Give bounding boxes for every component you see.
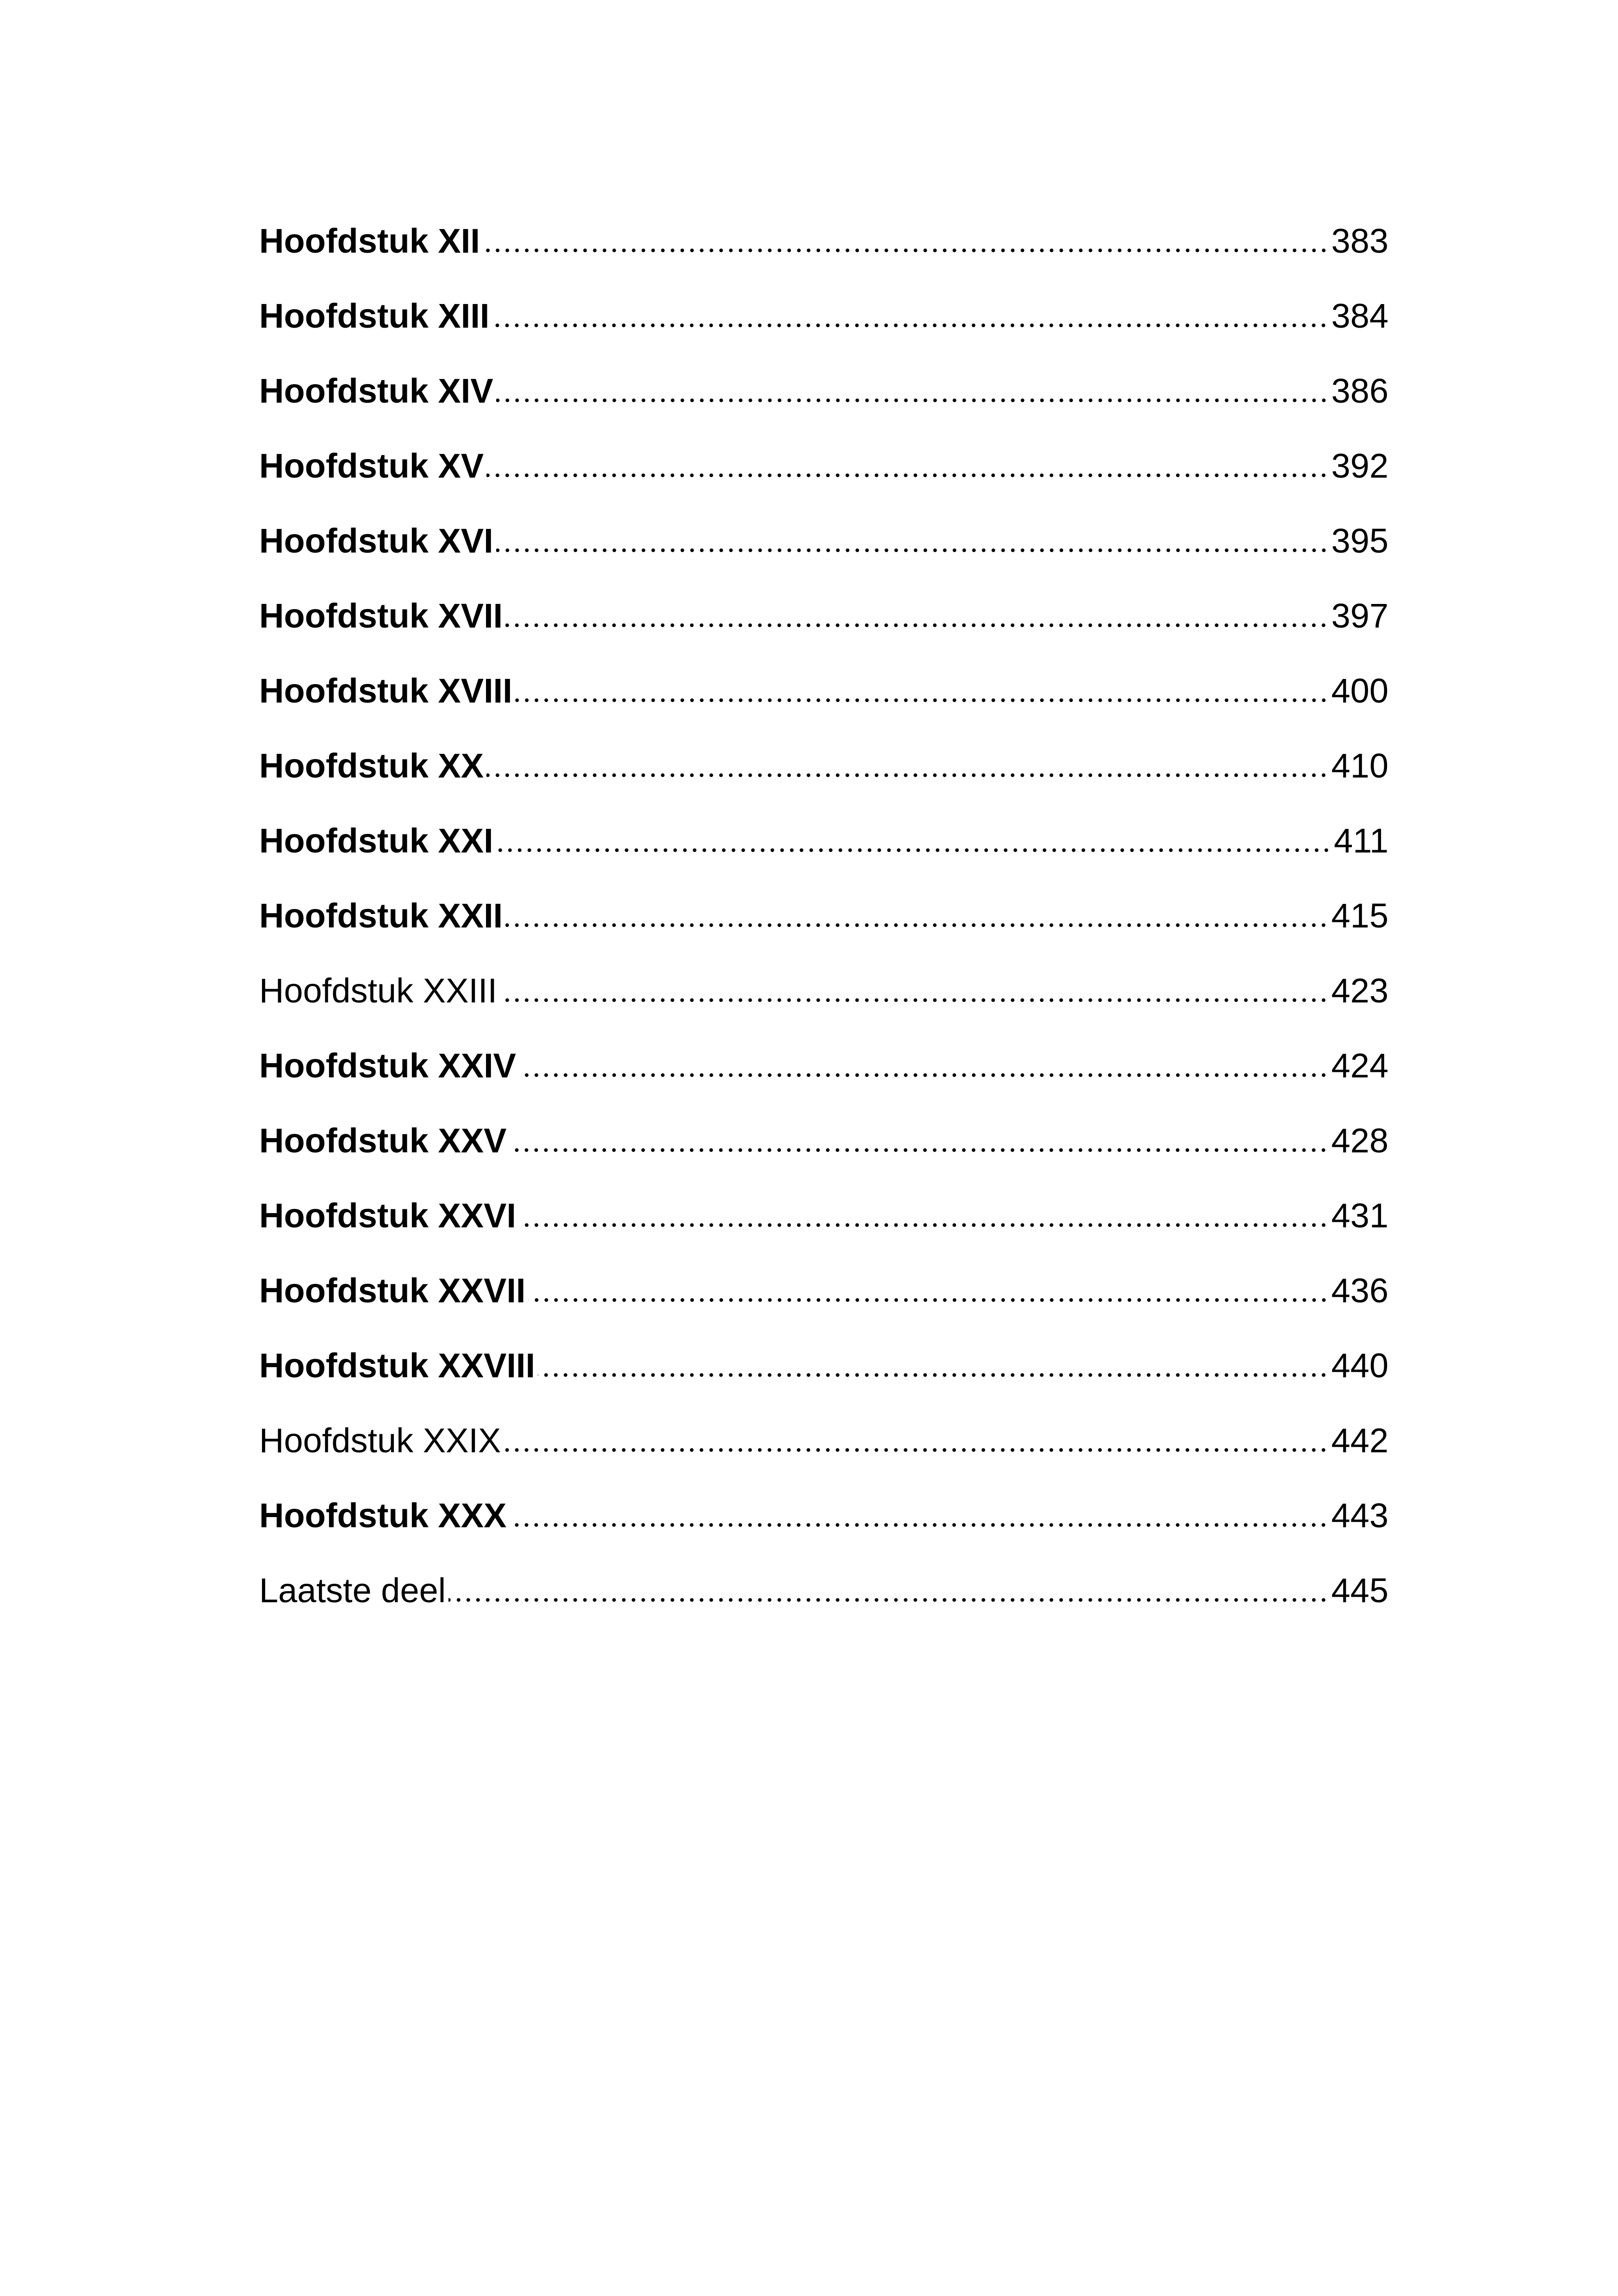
toc-entry-title: Hoofdstuk XXII bbox=[259, 896, 503, 935]
toc-entry[interactable] bbox=[259, 429, 1388, 504]
toc-entry-title: Hoofdstuk XIII bbox=[259, 297, 490, 335]
dot-leader bbox=[515, 698, 1329, 703]
toc-entry[interactable] bbox=[259, 504, 1388, 579]
toc-entry-title: Laatste deel bbox=[259, 1571, 446, 1610]
toc-entry-page-number: 428 bbox=[1331, 1121, 1388, 1160]
toc-entry[interactable] bbox=[259, 1028, 1388, 1103]
toc-entry-page-number: 445 bbox=[1331, 1571, 1388, 1610]
toc-entry-title: Hoofdstuk XX bbox=[259, 747, 484, 785]
dot-leader bbox=[500, 998, 1328, 1002]
toc-entry-title: Hoofdstuk XXIX bbox=[259, 1421, 501, 1460]
toc-entry-title: Hoofdstuk XXV bbox=[259, 1121, 507, 1160]
dot-leader bbox=[496, 548, 1329, 553]
toc-entry-page-number: 423 bbox=[1331, 971, 1388, 1010]
toc-entry[interactable] bbox=[259, 653, 1388, 728]
toc-entry[interactable] bbox=[259, 279, 1388, 354]
toc-entry-title: Hoofdstuk XXVIII bbox=[259, 1346, 535, 1385]
toc-entry[interactable] bbox=[259, 953, 1388, 1028]
table-of-contents bbox=[259, 204, 1388, 1628]
toc-entry-title: Hoofdstuk XXI bbox=[259, 821, 493, 860]
dot-leader bbox=[519, 1073, 1328, 1077]
toc-entry-page-number: 436 bbox=[1331, 1271, 1388, 1310]
toc-entry-title: Hoofdstuk XXVI bbox=[259, 1196, 517, 1235]
toc-entry[interactable] bbox=[259, 1403, 1388, 1478]
toc-entry-page-number: 400 bbox=[1331, 672, 1388, 710]
toc-entry[interactable] bbox=[259, 1178, 1388, 1253]
toc-entry-title: Hoofdstuk XXIII bbox=[259, 971, 498, 1010]
dot-leader bbox=[509, 1148, 1328, 1152]
toc-entry-page-number: 440 bbox=[1331, 1346, 1388, 1385]
toc-entry[interactable] bbox=[259, 204, 1388, 279]
toc-entry[interactable] bbox=[259, 878, 1388, 953]
toc-entry-page-number: 410 bbox=[1331, 747, 1388, 785]
toc-entry-title: Hoofdstuk XIV bbox=[259, 372, 493, 410]
toc-entry-page-number: 424 bbox=[1331, 1046, 1388, 1085]
dot-leader bbox=[486, 773, 1328, 778]
dot-leader bbox=[519, 1223, 1328, 1227]
dot-leader bbox=[486, 473, 1328, 478]
toc-entry-page-number: 442 bbox=[1331, 1421, 1388, 1460]
dot-leader bbox=[509, 1523, 1328, 1527]
toc-entry-title: Hoofdstuk XV bbox=[259, 447, 484, 485]
toc-entry-page-number: 397 bbox=[1331, 597, 1388, 635]
toc-entry-title: Hoofdstuk XXIV bbox=[259, 1046, 517, 1085]
toc-entry[interactable] bbox=[259, 803, 1388, 878]
toc-entry-title: Hoofdstuk XVIII bbox=[259, 672, 512, 710]
toc-entry-page-number: 415 bbox=[1331, 896, 1388, 935]
dot-leader bbox=[448, 1598, 1328, 1602]
toc-entry-title: Hoofdstuk XII bbox=[259, 222, 480, 260]
toc-entry-title: Hoofdstuk XXVII bbox=[259, 1271, 526, 1310]
toc-entry[interactable] bbox=[259, 1553, 1388, 1628]
toc-entry-page-number: 411 bbox=[1334, 821, 1388, 860]
toc-entry-page-number: 384 bbox=[1331, 297, 1388, 335]
dot-leader bbox=[505, 923, 1328, 927]
toc-entry[interactable] bbox=[259, 1328, 1388, 1403]
toc-entry-page-number: 383 bbox=[1331, 222, 1388, 260]
toc-entry-title: Hoofdstuk XVII bbox=[259, 597, 503, 635]
toc-entry-page-number: 443 bbox=[1331, 1496, 1388, 1535]
toc-entry-title: Hoofdstuk XXX bbox=[259, 1496, 507, 1535]
toc-entry-page-number: 392 bbox=[1331, 447, 1388, 485]
toc-entry-page-number: 431 bbox=[1331, 1196, 1388, 1235]
toc-entry[interactable] bbox=[259, 579, 1388, 653]
dot-leader bbox=[538, 1373, 1328, 1377]
toc-entry-page-number: 395 bbox=[1331, 522, 1388, 560]
toc-entry[interactable] bbox=[259, 1253, 1388, 1328]
dot-leader bbox=[504, 1448, 1328, 1452]
toc-entry[interactable] bbox=[259, 354, 1388, 429]
toc-entry-title: Hoofdstuk XVI bbox=[259, 522, 493, 560]
dot-leader bbox=[483, 248, 1329, 253]
dot-leader bbox=[492, 323, 1328, 328]
toc-entry[interactable] bbox=[259, 728, 1388, 803]
dot-leader bbox=[505, 623, 1328, 628]
toc-entry-page-number: 386 bbox=[1331, 372, 1388, 410]
toc-entry[interactable] bbox=[259, 1478, 1388, 1553]
toc-entry[interactable] bbox=[259, 1103, 1388, 1178]
dot-leader bbox=[529, 1298, 1329, 1302]
dot-leader bbox=[496, 848, 1331, 852]
dot-leader bbox=[496, 398, 1329, 403]
